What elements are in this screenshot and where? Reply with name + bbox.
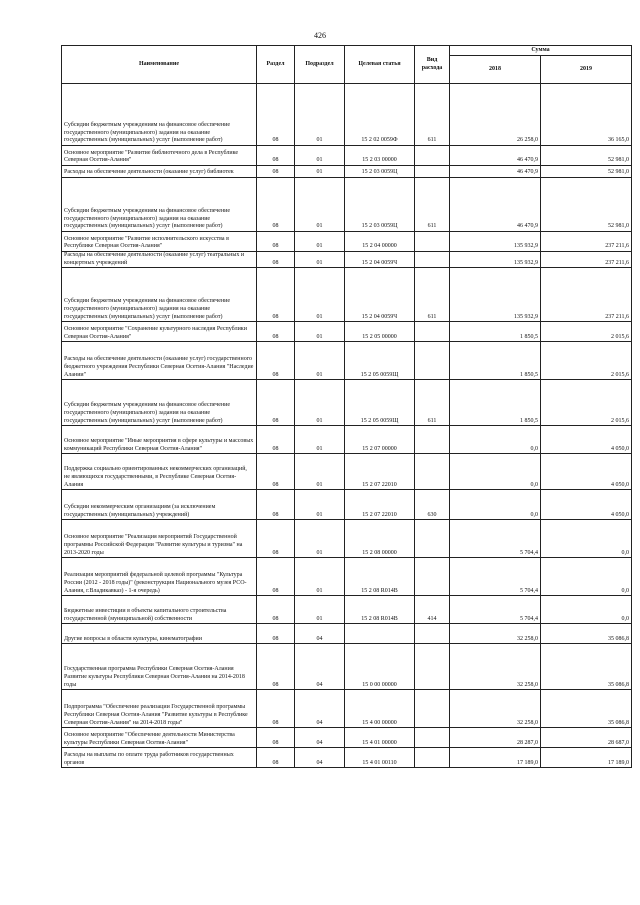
row-2019-cell: 237 211,6 [541,252,632,268]
row-section-cell: 08 [257,454,295,490]
row-section-cell: 08 [257,268,295,322]
row-section-cell: 08 [257,252,295,268]
row-subsection-cell: 01 [295,166,345,178]
row-subsection-cell: 01 [295,252,345,268]
table-row [62,690,632,728]
table-row [62,268,632,322]
row-section-cell: 08 [257,748,295,768]
row-subsection-cell: 01 [295,146,345,166]
row-2019-cell: 237 211,6 [541,232,632,252]
row-section-cell: 08 [257,644,295,690]
table-row [62,558,632,596]
row-section-cell: 08 [257,146,295,166]
row-target-cell: 15 2 08 00000 [345,520,415,558]
table-row [62,166,632,178]
row-subsection-cell: 01 [295,342,345,380]
row-2019-cell: 28 687,0 [541,728,632,748]
table-row [62,426,632,454]
row-target-cell: 15 2 05 0059Щ [345,380,415,426]
header-sum: Сумма [450,46,632,56]
row-type-cell [415,624,450,644]
table-row [62,252,632,268]
row-target-cell: 15 2 07 22010 [345,454,415,490]
row-2018-cell: 46 470,9 [450,166,541,178]
row-type-cell [415,748,450,768]
row-2019-cell: 0,0 [541,520,632,558]
table-row [62,322,632,342]
row-2019-cell: 35 086,8 [541,690,632,728]
row-section-cell: 08 [257,342,295,380]
row-2018-cell: 46 470,9 [450,146,541,166]
row-2019-cell: 0,0 [541,596,632,624]
row-type-cell [415,232,450,252]
row-name-cell: Основное мероприятие "Развитие исполнительского искусства в Республике Северная Осетия-Алания" [62,232,257,252]
row-name-cell: Расходы на выплаты по оплате труда работников государственных органов [62,748,257,768]
row-2018-cell: 135 932,9 [450,232,541,252]
row-subsection-cell: 01 [295,558,345,596]
row-type-cell [415,558,450,596]
row-section-cell: 08 [257,728,295,748]
row-name-cell: Расходы на обеспечение деятельности (оказание услуг) библиотек [62,166,257,178]
row-name-cell: Реализация мероприятий федеральной целевой программы "Культура России (2012 - 2018 годы)" (реконструкция Национального музея РСО-Алания, г.Владикавказ) - 1-я очередь) [62,558,257,596]
row-2019-cell: 52 981,0 [541,178,632,232]
row-name-cell: Подпрограмма "Обеспечение реализации Государственной программы Республики Северная Осетия-Алания "Развитие культуры в Республике Северная Осетия-Алания" на 2014-2018 годы" [62,690,257,728]
row-2018-cell: 17 189,0 [450,748,541,768]
row-type-cell [415,426,450,454]
row-name-cell: Другие вопросы в области культуры, кинематографии [62,624,257,644]
row-section-cell: 08 [257,232,295,252]
page-number: 426 [314,31,326,40]
row-subsection-cell: 01 [295,380,345,426]
row-target-cell: 15 2 07 00000 [345,426,415,454]
row-2019-cell: 4 050,0 [541,426,632,454]
row-name-cell: Субсидии бюджетным учреждениям на финансовое обеспечение государственного (муниципального) задания на оказание государственных (муниципальных) услуг (выполнение работ) [62,178,257,232]
row-section-cell: 08 [257,690,295,728]
row-name-cell: Государственная программа Республики Северная Осетия-Алания Развитие культуры Республики Северная Осетия-Алания на 2014-2018 годы [62,644,257,690]
row-section-cell: 08 [257,426,295,454]
row-2018-cell: 1 850,5 [450,380,541,426]
row-2018-cell: 46 470,9 [450,178,541,232]
row-target-cell: 15 4 01 00000 [345,728,415,748]
row-subsection-cell: 01 [295,520,345,558]
row-type-cell [415,322,450,342]
row-type-cell [415,520,450,558]
row-2018-cell: 32 258,0 [450,690,541,728]
row-target-cell: 15 2 07 22010 [345,490,415,520]
row-type-cell [415,728,450,748]
row-target-cell: 15 2 03 00000 [345,146,415,166]
table-row [62,84,632,146]
row-section-cell: 08 [257,520,295,558]
table-row [62,178,632,232]
row-subsection-cell: 04 [295,690,345,728]
row-name-cell: Основное мероприятие "Иные мероприятия в сфере культуры и массовых коммуникаций Республики Северная Осетия-Алания" [62,426,257,454]
row-subsection-cell: 01 [295,178,345,232]
row-target-cell: 15 2 05 00000 [345,322,415,342]
row-subsection-cell: 01 [295,268,345,322]
row-section-cell: 08 [257,178,295,232]
table-row [62,232,632,252]
table-row [62,520,632,558]
header-name: Наименование [62,46,257,84]
row-2018-cell: 28 287,0 [450,728,541,748]
row-subsection-cell: 04 [295,748,345,768]
row-2018-cell: 135 932,9 [450,268,541,322]
row-section-cell: 08 [257,380,295,426]
row-2018-cell: 0,0 [450,490,541,520]
row-type-cell [415,252,450,268]
row-2018-cell: 135 932,9 [450,252,541,268]
row-section-cell: 08 [257,84,295,146]
row-2018-cell: 1 850,5 [450,322,541,342]
header-expense-type: Вид расхода [415,46,450,84]
row-target-cell: 15 2 05 0059Щ [345,342,415,380]
row-section-cell: 08 [257,596,295,624]
row-2018-cell: 0,0 [450,454,541,490]
row-subsection-cell: 04 [295,624,345,644]
row-2019-cell: 237 211,6 [541,268,632,322]
row-name-cell: Субсидии некоммерческим организациям (за исключением государственных (муниципальных) учреждений) [62,490,257,520]
row-2019-cell: 52 981,0 [541,166,632,178]
table-row [62,624,632,644]
row-section-cell: 08 [257,624,295,644]
table-row [62,342,632,380]
row-name-cell: Основное мероприятие "Реализация мероприятий Государственной программы Российской Федерации "Развитие культуры и туризма" на 2013-2020 годы [62,520,257,558]
row-section-cell: 08 [257,166,295,178]
row-type-cell: 611 [415,380,450,426]
budget-table [61,45,632,768]
row-target-cell: 15 2 04 0059Ч [345,268,415,322]
row-type-cell: 630 [415,490,450,520]
row-2019-cell: 52 981,0 [541,146,632,166]
row-subsection-cell: 01 [295,84,345,146]
table-row [62,596,632,624]
row-target-cell: 15 4 00 00000 [345,690,415,728]
row-2018-cell: 0,0 [450,426,541,454]
row-2018-cell: 5 704,4 [450,520,541,558]
row-name-cell: Бюджетные инвестиции в объекты капитального строительства государственной (муниципальной) собственности [62,596,257,624]
row-subsection-cell: 04 [295,644,345,690]
row-name-cell: Основное мероприятие "Обеспечение деятельности Министерства культуры Республики Северная Осетия-Алания" [62,728,257,748]
row-name-cell: Субсидии бюджетным учреждениям на финансовое обеспечение государственного (муниципального) задания на оказание государственных (муниципальных) услуг (выполнение работ) [62,380,257,426]
row-subsection-cell: 01 [295,322,345,342]
header-target: Целевая статья [345,46,415,84]
row-target-cell: 15 2 08 R014В [345,596,415,624]
row-type-cell: 611 [415,268,450,322]
row-target-cell: 15 0 00 00000 [345,644,415,690]
row-2019-cell: 4 050,0 [541,454,632,490]
row-2019-cell: 35 086,8 [541,644,632,690]
row-2019-cell: 17 189,0 [541,748,632,768]
row-2018-cell: 5 704,4 [450,596,541,624]
row-target-cell: 15 2 04 0059Ч [345,252,415,268]
row-name-cell: Субсидии бюджетным учреждениям на финансовое обеспечение государственного (муниципального) задания на оказание государственных (муниципальных) услуг (выполнение работ) [62,268,257,322]
header-year-2018: 2018 [450,56,541,84]
row-type-cell [415,690,450,728]
row-target-cell [345,624,415,644]
row-target-cell: 15 2 03 0059Ц [345,178,415,232]
row-section-cell: 08 [257,490,295,520]
row-2018-cell: 32 258,0 [450,644,541,690]
row-type-cell [415,166,450,178]
row-type-cell [415,342,450,380]
row-subsection-cell: 01 [295,426,345,454]
row-name-cell: Расходы на обеспечение деятельности (оказание услуг) государственного бюджетного учреждения Республики Северная Осетия-Алания "Наследие Алании" [62,342,257,380]
row-2019-cell: 0,0 [541,558,632,596]
row-name-cell: Расходы на обеспечение деятельности (оказание услуг) театральных и концертных учреждений [62,252,257,268]
row-2019-cell: 2 015,6 [541,342,632,380]
table-row [62,380,632,426]
row-target-cell: 15 2 04 00000 [345,232,415,252]
row-2018-cell: 5 704,4 [450,558,541,596]
header-section: Раздел [257,46,295,84]
row-type-cell: 414 [415,596,450,624]
row-2018-cell: 1 850,5 [450,342,541,380]
row-subsection-cell: 04 [295,728,345,748]
table-row [62,146,632,166]
row-name-cell: Поддержка социально ориентированных некоммерческих организаций, не являющихся государственными, в Республике Северная Осетия-Алания [62,454,257,490]
row-target-cell: 15 2 02 0059Ф [345,84,415,146]
row-2019-cell: 35 086,8 [541,624,632,644]
row-2019-cell: 2 015,6 [541,322,632,342]
table-row [62,728,632,748]
row-section-cell: 08 [257,322,295,342]
row-name-cell: Основное мероприятие "Сохранение культурного наследия Республики Северная Осетия-Алания" [62,322,257,342]
row-subsection-cell: 01 [295,596,345,624]
row-target-cell: 15 4 01 00110 [345,748,415,768]
header-year-2019: 2019 [541,56,632,84]
row-2018-cell: 26 258,0 [450,84,541,146]
row-target-cell: 15 2 08 R014В [345,558,415,596]
row-type-cell [415,454,450,490]
row-type-cell: 611 [415,84,450,146]
table-row [62,454,632,490]
row-subsection-cell: 01 [295,454,345,490]
row-2019-cell: 36 165,0 [541,84,632,146]
row-2019-cell: 4 050,0 [541,490,632,520]
row-section-cell: 08 [257,558,295,596]
table-row [62,490,632,520]
row-type-cell [415,644,450,690]
row-name-cell: Субсидии бюджетным учреждениям на финансовое обеспечение государственного (муниципального) задания на оказание государственных (муниципальных) услуг (выполнение работ) [62,84,257,146]
row-name-cell: Основное мероприятие "Развитие библиотечного дела в Республике Северная Осетия-Алания" [62,146,257,166]
row-2019-cell: 2 015,6 [541,380,632,426]
table-row [62,644,632,690]
row-target-cell: 15 2 03 0059Ц [345,166,415,178]
header-subsection: Подраздел [295,46,345,84]
row-2018-cell: 32 258,0 [450,624,541,644]
row-type-cell [415,146,450,166]
row-subsection-cell: 01 [295,490,345,520]
row-type-cell: 611 [415,178,450,232]
row-subsection-cell: 01 [295,232,345,252]
table-row [62,748,632,768]
